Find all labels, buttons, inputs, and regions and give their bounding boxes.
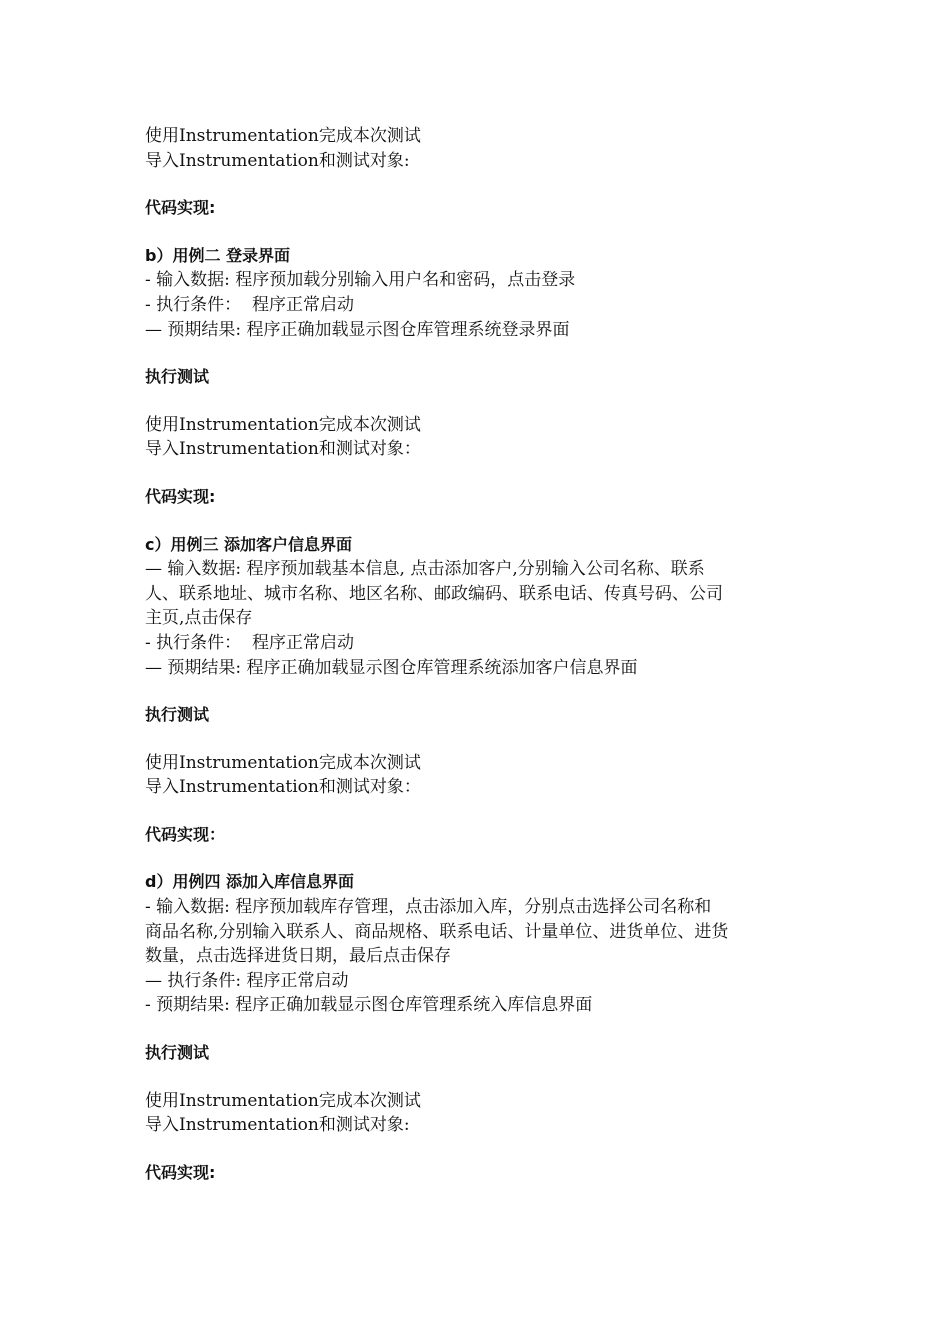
- condition-c: - 执行条件： 程序正常启动: [145, 632, 354, 653]
- exec-heading-b: 执行测试: [145, 367, 210, 387]
- import-line-d: 导入Instrumentation和测试对象:: [145, 1115, 410, 1136]
- input-data-c-1: — 输入数据: 程序预加载基本信息, 点击添加客户,分别输入公司名称、联系: [145, 559, 705, 580]
- condition-b: - 执行条件： 程序正常启动: [145, 294, 354, 315]
- exec-heading-d: 执行测试: [145, 1043, 210, 1063]
- import-line-c: 导入Instrumentation和测试对象：: [145, 777, 421, 798]
- input-data-d-1: - 输入数据: 程序预加载库存管理，点击添加入库，分别点击选择公司名称和: [145, 897, 712, 918]
- exec-heading-c: 执行测试: [145, 705, 210, 725]
- case-title-c: c）用例三 添加客户信息界面: [145, 534, 353, 554]
- input-data-c-2: 人、联系地址、城市名称、地区名称、邮政编码、联系电话、传真号码、公司: [145, 583, 723, 604]
- code-heading-b: 代码实现:: [145, 486, 216, 506]
- input-data-d-2: 商品名称,分别输入联系人、商品规格、联系电话、计量单位、进货单位、进货: [145, 921, 729, 942]
- code-heading: 代码实现:: [145, 198, 216, 218]
- use-instrumentation-line-b: 使用Instrumentation完成本次测试: [145, 414, 421, 435]
- expected-c: — 预期结果: 程序正确加载显示图仓库管理系统添加客户信息界面: [145, 657, 638, 678]
- input-data-d-3: 数量，点击选择进货日期，最后点击保存: [145, 946, 451, 967]
- case-title-b: b）用例二 登录界面: [145, 245, 291, 265]
- use-instrumentation-line: 使用Instrumentation完成本次测试: [145, 126, 421, 146]
- use-instrumentation-line-c: 使用Instrumentation完成本次测试: [145, 752, 421, 773]
- condition-d: — 执行条件: 程序正常启动: [145, 970, 349, 991]
- expected-b: — 预期结果: 程序正确加载显示图仓库管理系统登录界面: [145, 319, 570, 340]
- import-line-b: 导入Instrumentation和测试对象：: [145, 439, 421, 460]
- code-heading-d: 代码实现:: [145, 1162, 216, 1182]
- import-line: 导入Instrumentation和测试对象:: [145, 150, 410, 171]
- input-data-c-3: 主页,点击保存: [145, 608, 253, 629]
- code-heading-c: 代码实现：: [145, 824, 226, 844]
- use-instrumentation-line-d: 使用Instrumentation完成本次测试: [145, 1090, 421, 1111]
- input-data-b: - 输入数据: 程序预加载分别输入用户名和密码，点击登录: [145, 270, 576, 291]
- case-title-d: d）用例四 添加入库信息界面: [145, 872, 355, 892]
- document-page: [145, 124, 810, 1185]
- expected-d: - 预期结果: 程序正确加载显示图仓库管理系统入库信息界面: [145, 995, 593, 1016]
